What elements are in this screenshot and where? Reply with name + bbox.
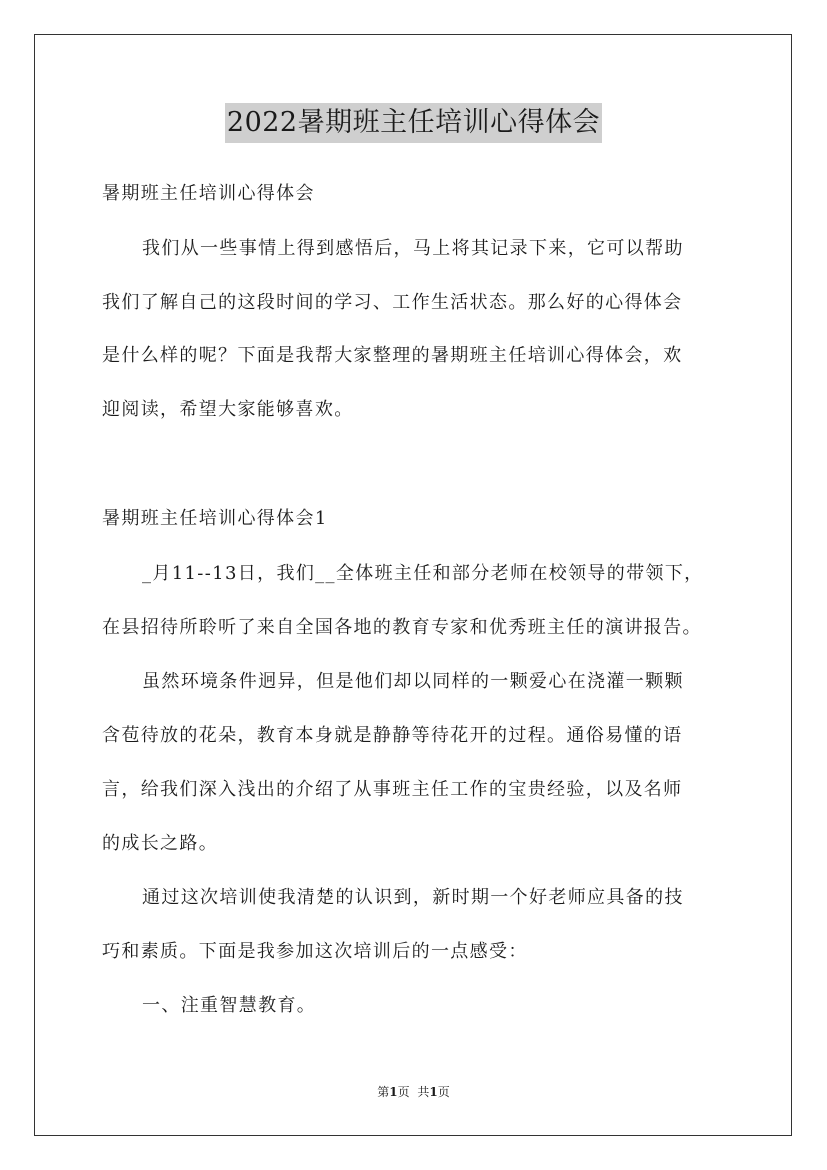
paragraph-line: 通过这次培训使我清楚的认识到，新时期一个好老师应具备的技	[142, 887, 684, 908]
paragraph-line: 巧和素质。下面是我参加这次培训后的一点感受：	[102, 941, 528, 962]
paragraph-line: 我们从一些事情上得到感悟后，马上将其记录下来，它可以帮助	[142, 238, 684, 259]
footer-total-prefix: 共	[417, 1085, 430, 1099]
footer-total-pages: 1	[429, 1085, 438, 1099]
title-container	[0, 103, 827, 143]
paragraph-line: 我们了解自己的这段时间的学习、工作生活状态。那么好的心得体会	[102, 292, 683, 313]
footer-page-suffix: 页	[397, 1085, 410, 1099]
page-footer	[0, 1084, 827, 1100]
paragraph-line: 言，给我们深入浅出的介绍了从事班主任工作的宝贵经验，以及名师	[102, 779, 683, 800]
document-title: 2022暑期班主任培训心得体会	[225, 103, 602, 143]
paragraph-line: _月11--13日，我们__全体班主任和部分老师在校领导的带领下，	[142, 563, 704, 584]
footer-page-number: 1	[389, 1085, 398, 1099]
section-heading: 暑期班主任培训心得体会	[102, 183, 315, 204]
paragraph-line: 含苞待放的花朵，教育本身就是静静等待花开的过程。通俗易懂的语	[102, 725, 683, 746]
footer-total-suffix: 页	[437, 1085, 450, 1099]
paragraph-line: 迎阅读，希望大家能够喜欢。	[102, 399, 354, 420]
paragraph-line: 是什么样的呢？下面是我帮大家整理的暑期班主任培训心得体会，欢	[102, 345, 683, 366]
section-heading: 暑期班主任培训心得体会1	[102, 508, 328, 529]
footer-prefix: 第	[377, 1085, 390, 1099]
list-heading: 一、注重智慧教育。	[142, 995, 317, 1016]
paragraph-line: 虽然环境条件迥异，但是他们却以同样的一颗爱心在浇灌一颗颗	[142, 671, 684, 692]
paragraph-line: 在县招待所聆听了来自全国各地的教育专家和优秀班主任的演讲报告。	[102, 617, 702, 638]
paragraph-line: 的成长之路。	[102, 833, 219, 854]
